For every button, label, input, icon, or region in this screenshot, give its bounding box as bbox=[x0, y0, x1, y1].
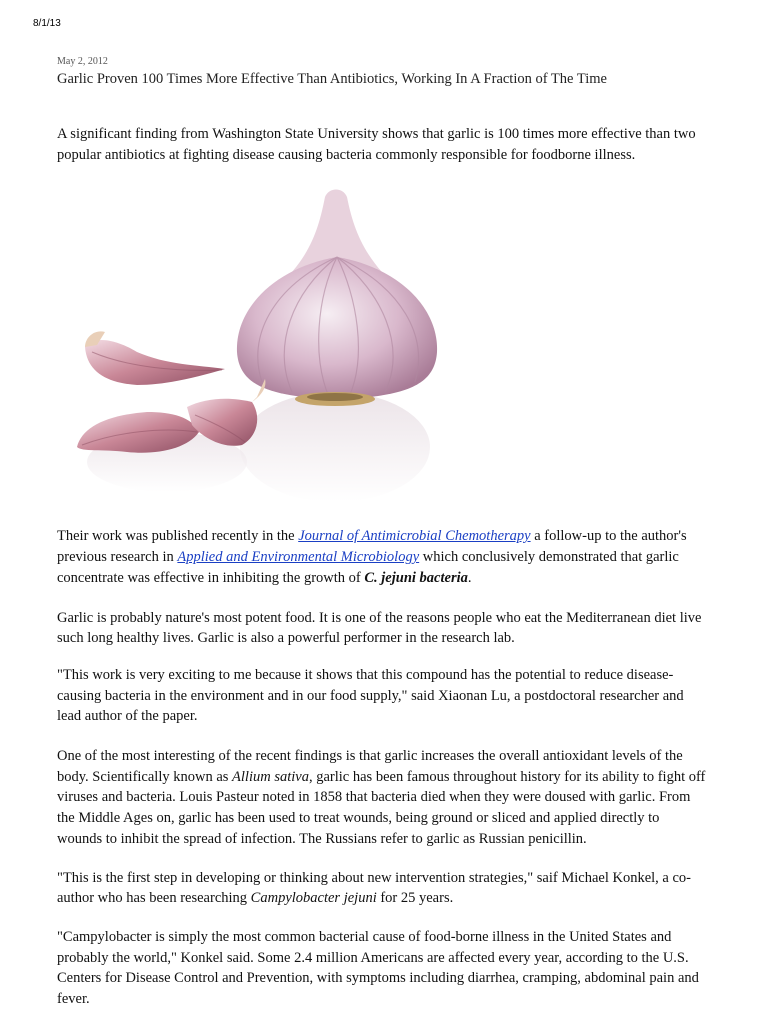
journal-paragraph bbox=[57, 526, 707, 588]
antioxidant-paragraph bbox=[57, 746, 707, 850]
journal-text-3: which conclusively demonstrated that garlic concentrate was effective in inhibiting the growth of bbox=[57, 549, 679, 586]
journal-text-1: Their work was published recently in the bbox=[57, 528, 299, 545]
journal-antimicrobial-link[interactable]: Journal of Antimicrobial Chemotherapy bbox=[298, 528, 531, 545]
antiox-text-2: , garlic has been famous throughout history for its ability to fight off viruses and bacteria. Louis Pasteur noted in 1858 that bacteria died when they were doused with garlic. From the Middle Ages on, garlic has been used to treat wounds, being ground or sliced and applied directly to wounds to inhibit the spread of infection. The Russians refer to garlic as Russian penicillin. bbox=[57, 768, 706, 847]
campylobacter-paragraph: "Campylobacter is simply the most common bacterial cause of food-borne illness in the United States and probably the world," Konkel said. Some 2.4 million Americans are affected every year, according to the U.S. Centers for Disease Control and Prevention, with symptoms including diarrhea, cramping, abdominal pain and fever. bbox=[57, 928, 699, 1008]
lu-quote-paragraph: "This work is very exciting to me because it shows that this compound has the potential to reduce disease-causing bacteria in the environment and in our food supply," said Xiaonan Lu, a postdoctoral researcher and lead author of the paper. bbox=[57, 666, 684, 725]
campylobacter-name: Campylobacter jejuni bbox=[250, 890, 377, 907]
article-title: Garlic Proven 100 Times More Effective Than Antibiotics, Working In A Fraction of The Time bbox=[57, 71, 607, 87]
print-date: 8/1/13 bbox=[33, 18, 61, 29]
species-name: C. jejuni bacteria bbox=[364, 569, 468, 586]
konkel-text-1: "This is the first step in developing or thinking about new intervention strategies," saif Michael Konkel, a co-author who has been researching bbox=[57, 869, 691, 907]
konkel-text-2: for 25 years. bbox=[376, 890, 454, 907]
intro-paragraph: A significant finding from Washington State University shows that garlic is 100 times more effective than two popular antibiotics at fighting disease causing bacteria commonly responsible for foodborne illness. bbox=[57, 126, 696, 163]
latin-name: Allium sativa bbox=[232, 768, 309, 785]
garlic-image bbox=[67, 187, 457, 507]
post-date: May 2, 2012 bbox=[57, 56, 108, 67]
journal-text-2: a follow-up to the author's previous research in bbox=[57, 528, 687, 566]
article bbox=[57, 55, 707, 1010]
food-paragraph: Garlic is probably nature's most potent food. It is one of the reasons people who eat the Mediterranean diet live such long healthy lives. Garlic is also a powerful performer in the research lab. bbox=[57, 609, 702, 647]
konkel-paragraph bbox=[57, 868, 707, 909]
antiox-text-1: One of the most interesting of the recent findings is that garlic increases the overall antioxidant levels of the body. Scientifically known as bbox=[57, 748, 683, 785]
journal-text-end: . bbox=[467, 569, 472, 586]
applied-microbiology-link[interactable]: Applied and Environmental Microbiology bbox=[177, 549, 420, 566]
